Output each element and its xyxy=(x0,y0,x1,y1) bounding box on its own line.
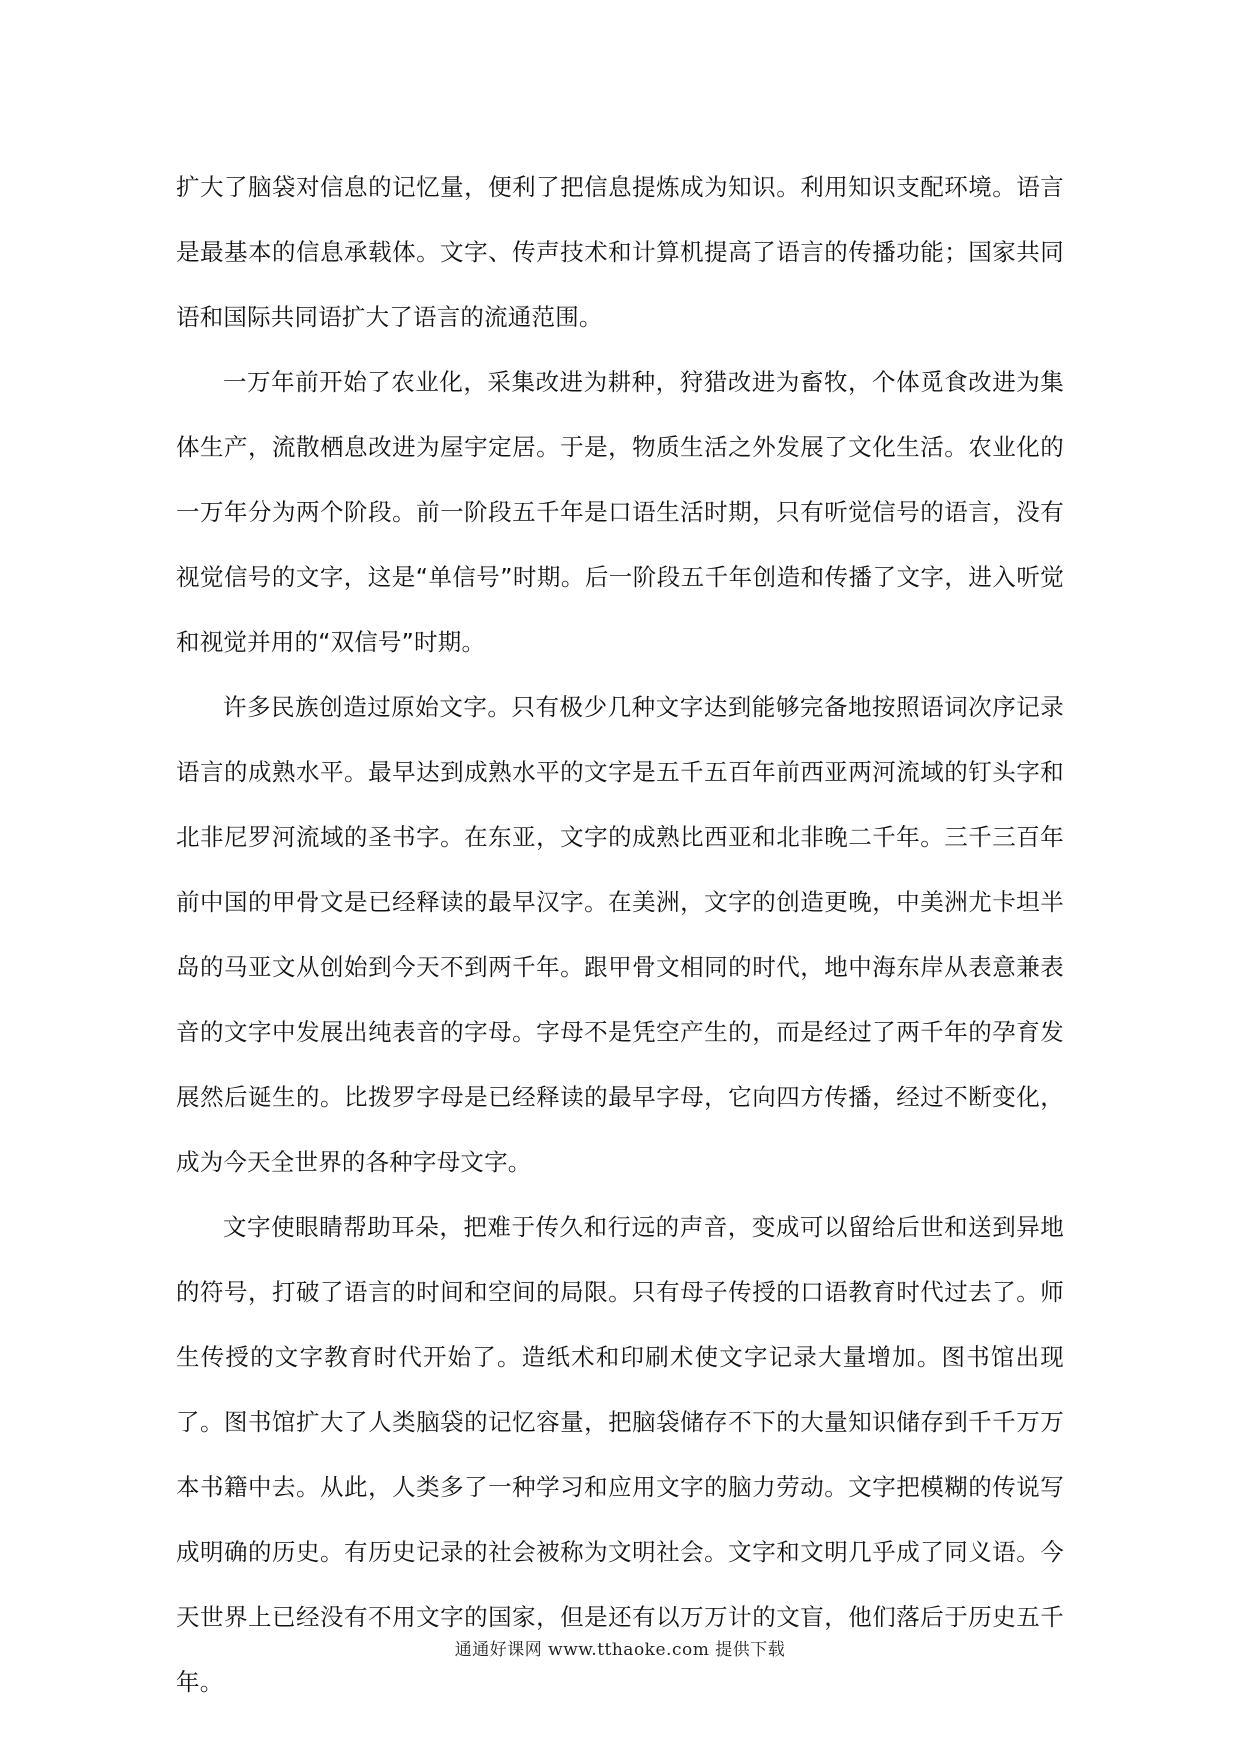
paragraph-2: 一万年前开始了农业化，采集改进为耕种，狩猎改进为畜牧，个体觅食改进为集体生产，流散栖息改进为屋宇定居。于是，物质生活之外发展了文化生活。农业化的一万年分为两个阶段。前一阶段五千年是口语生活时期，只有听觉信号的语言，没有视觉信号的文字，这是“单信号”时期。后一阶段五千年创造和传播了文字，进入听觉和视觉并用的“双信号”时期。 xyxy=(176,368,1064,656)
paragraph-4: 文字使眼睛帮助耳朵，把难于传久和行远的声音，变成可以留给后世和送到异地的符号，打破了语言的时间和空间的局限。只有母子传授的口语教育时代过去了。师生传授的文字教育时代开始了。造纸术和印刷术使文字记录大量增加。图书馆出现了。图书馆扩大了人类脑袋的记忆容量，把脑袋储存不下的大量知识储存到千千万万本书籍中去。从此，人类多了一种学习和应用文字的脑力劳动。文字把模糊的传说写成明确的历史。有历史记录的社会被称为文明社会。文字和文明几乎成了同义语。今天世界上已经没有不用文字的国家，但是还有以万万计的文盲，他们落后于历史五千年。 xyxy=(176,1213,1064,1696)
document-body xyxy=(176,155,1064,1715)
page-footer: 通通好课网 www.tthaoke.com 提供下载 xyxy=(454,1640,786,1660)
paragraph-3: 许多民族创造过原始文字。只有极少几种文字达到能够完备地按照语词次序记录语言的成熟水平。最早达到成熟水平的文字是五千五百年前西亚两河流域的钉头字和北非尼罗河流域的圣书字。在东亚，文字的成熟比西亚和北非晚二千年。三千三百年前中国的甲骨文是已经释读的最早汉字。在美洲，文字的创造更晚，中美洲尤卡坦半岛的马亚文从创始到今天不到两千年。跟甲骨文相同的时代，地中海东岸从表意兼表音的文字中发展出纯表音的字母。字母不是凭空产生的，而是经过了两千年的孕育发展然后诞生的。比拨罗字母是已经释读的最早字母，它向四方传播，经过不断变化，成为今天全世界的各种字母文字。 xyxy=(176,693,1064,1176)
paragraph-1: 扩大了脑袋对信息的记忆量，便利了把信息提炼成为知识。利用知识支配环境。语言是最基本的信息承载体。文字、传声技术和计算机提高了语言的传播功能；国家共同语和国际共同语扩大了语言的流通范围。 xyxy=(176,173,1064,331)
